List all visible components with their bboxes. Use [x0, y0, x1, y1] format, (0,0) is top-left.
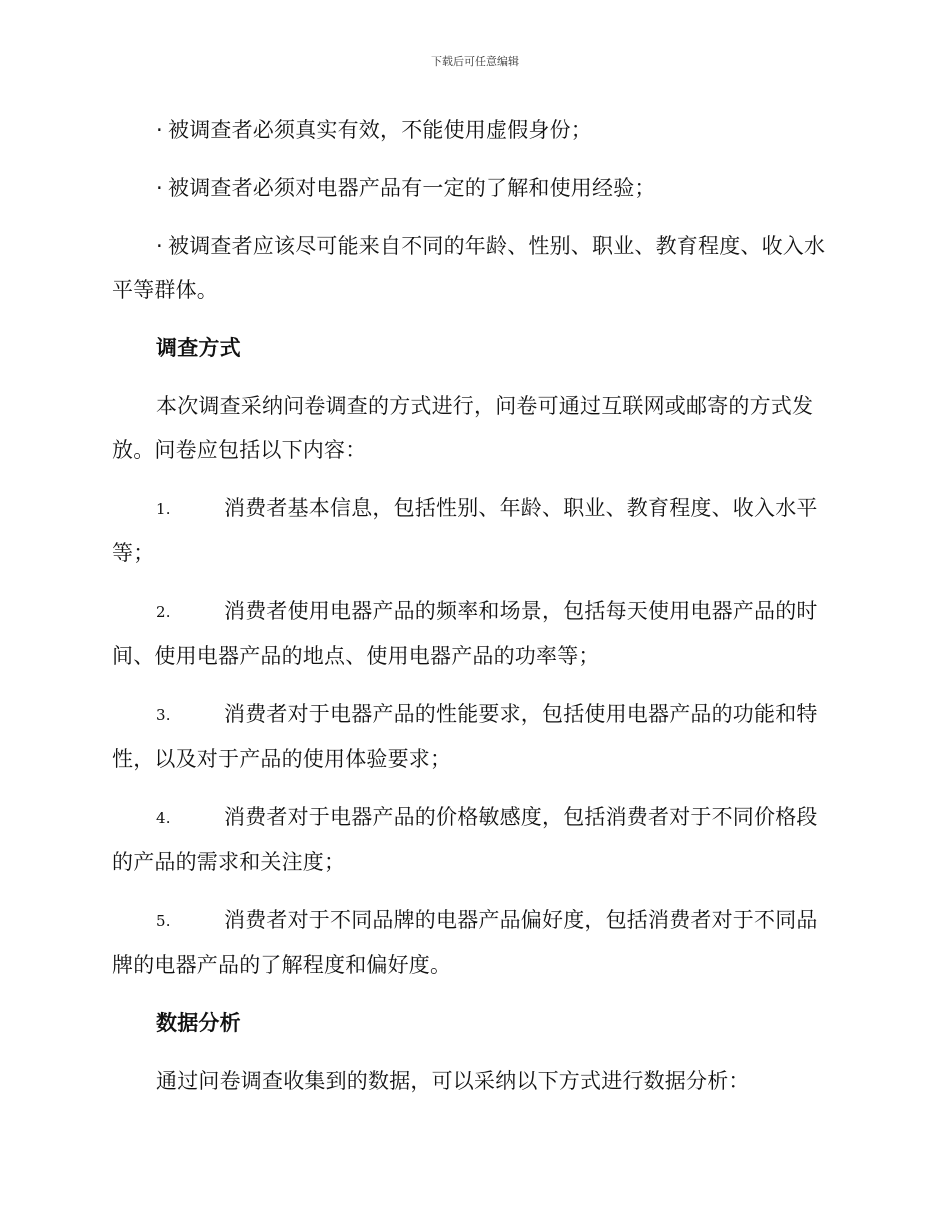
survey-item-text: 消费者对于电器产品的性能要求，包括使用电器产品的功能和特性，以及对于产品的使用体验要求；	[112, 702, 818, 771]
survey-method-intro: 本次调查采纳问卷调查的方式进行，问卷可通过互联网或邮寄的方式发放。问卷应包括以下内容：	[112, 394, 814, 462]
survey-item-3	[112, 692, 834, 781]
bullet-icon: ·	[156, 234, 163, 258]
survey-item-text: 消费者对于不同品牌的电器产品偏好度，包括消费者对于不同品牌的电器产品的了解程度和偏好度。	[112, 908, 818, 977]
survey-item-5	[112, 898, 834, 987]
list-number: 2.	[156, 603, 171, 621]
bullet-icon: ·	[156, 176, 163, 200]
list-number: 1.	[156, 500, 171, 518]
requirement-item-1	[112, 108, 834, 152]
requirement-text: 被调查者应该尽可能来自不同的年龄、性别、职业、教育程度、收入水平等群体。	[112, 234, 826, 302]
document-body	[112, 108, 834, 1103]
survey-item-text: 消费者基本信息，包括性别、年龄、职业、教育程度、收入水平等；	[112, 496, 818, 565]
list-number: 3.	[156, 706, 171, 724]
survey-item-2	[112, 589, 834, 678]
list-number: 5.	[156, 912, 171, 930]
requirement-item-3	[112, 224, 834, 312]
survey-item-4	[112, 795, 834, 884]
requirement-text: 被调查者必须真实有效，不能使用虚假身份；	[168, 118, 592, 142]
requirement-text: 被调查者必须对电器产品有一定的了解和使用经验；	[168, 176, 656, 200]
data-analysis-intro: 通过问卷调查收集到的数据，可以采纳以下方式进行数据分析：	[156, 1069, 750, 1093]
bullet-icon: ·	[156, 118, 163, 142]
requirement-item-2	[112, 166, 834, 210]
survey-item-text: 消费者对于电器产品的价格敏感度，包括消费者对于不同价格段的产品的需求和关注度；	[112, 805, 818, 874]
survey-item-text: 消费者使用电器产品的频率和场景，包括每天使用电器产品的时间、使用电器产品的地点、使用电器产品的功率等；	[112, 599, 818, 668]
survey-item-1	[112, 486, 834, 575]
list-number: 4.	[156, 809, 171, 827]
page-header: 下载后可任意编辑	[431, 55, 519, 68]
section-heading-data-analysis: 数据分析	[156, 1011, 241, 1035]
section-heading-survey-method: 调查方式	[156, 336, 241, 360]
